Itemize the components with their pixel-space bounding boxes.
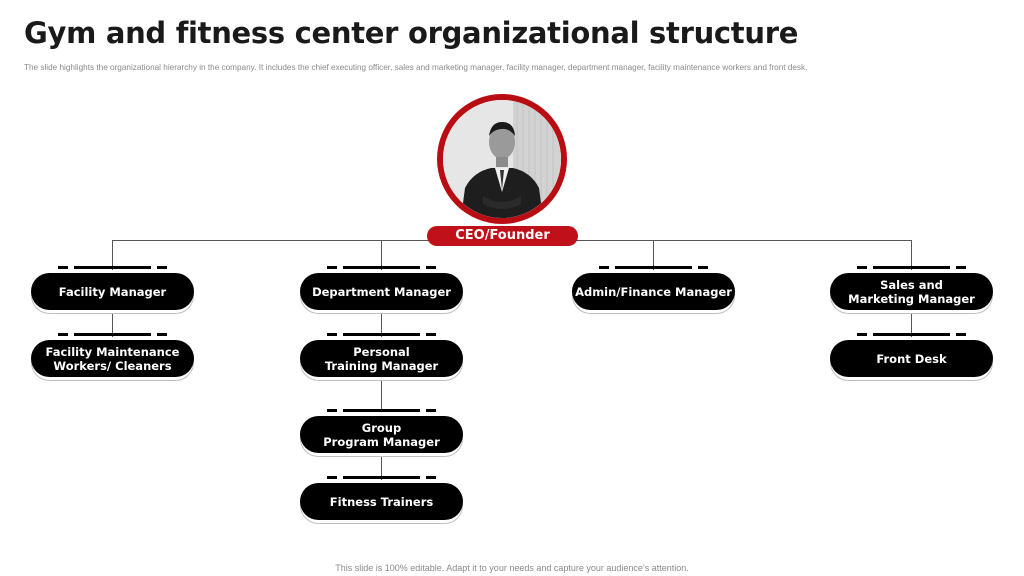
- ceo-founder-label: CEO/Founder: [427, 226, 578, 246]
- node-sales-marketing-manager-label: Sales and Marketing Manager: [830, 273, 993, 310]
- node-front-desk-label: Front Desk: [830, 340, 993, 377]
- footer-note: This slide is 100% editable. Adapt it to your needs and capture your audience’s attention.: [335, 563, 689, 573]
- ceo-portrait-image: [443, 100, 561, 218]
- node-facility-manager-label: Facility Manager: [31, 273, 194, 310]
- node-personal-training-manager: [300, 340, 463, 377]
- node-admin-finance-manager-label: Admin/Finance Manager: [572, 273, 735, 310]
- node-group-program-manager-label: Group Program Manager: [300, 416, 463, 453]
- page-subtitle: The slide highlights the organizational hierarchy in the company. It includes the chief executing officer, sales and marketing manager, facility manager, department manager, facility maintenance workers and front desk.: [24, 63, 808, 72]
- node-department-manager-label: Department Manager: [300, 273, 463, 310]
- node-fitness-trainers: [300, 483, 463, 520]
- page-title: Gym and fitness center organizational structure: [24, 16, 799, 50]
- node-facility-maintenance-label: Facility Maintenance Workers/ Cleaners: [31, 340, 194, 377]
- ceo-photo-frame: [437, 94, 567, 224]
- node-department-manager: [300, 273, 463, 310]
- node-facility-manager: [31, 273, 194, 310]
- node-admin-finance-manager: [572, 273, 735, 310]
- node-facility-maintenance: [31, 340, 194, 377]
- node-sales-marketing-manager: [830, 273, 993, 310]
- node-personal-training-manager-label: Personal Training Manager: [300, 340, 463, 377]
- node-fitness-trainers-label: Fitness Trainers: [300, 483, 463, 520]
- node-front-desk: [830, 340, 993, 377]
- ceo-photo: [443, 100, 561, 218]
- node-group-program-manager: [300, 416, 463, 453]
